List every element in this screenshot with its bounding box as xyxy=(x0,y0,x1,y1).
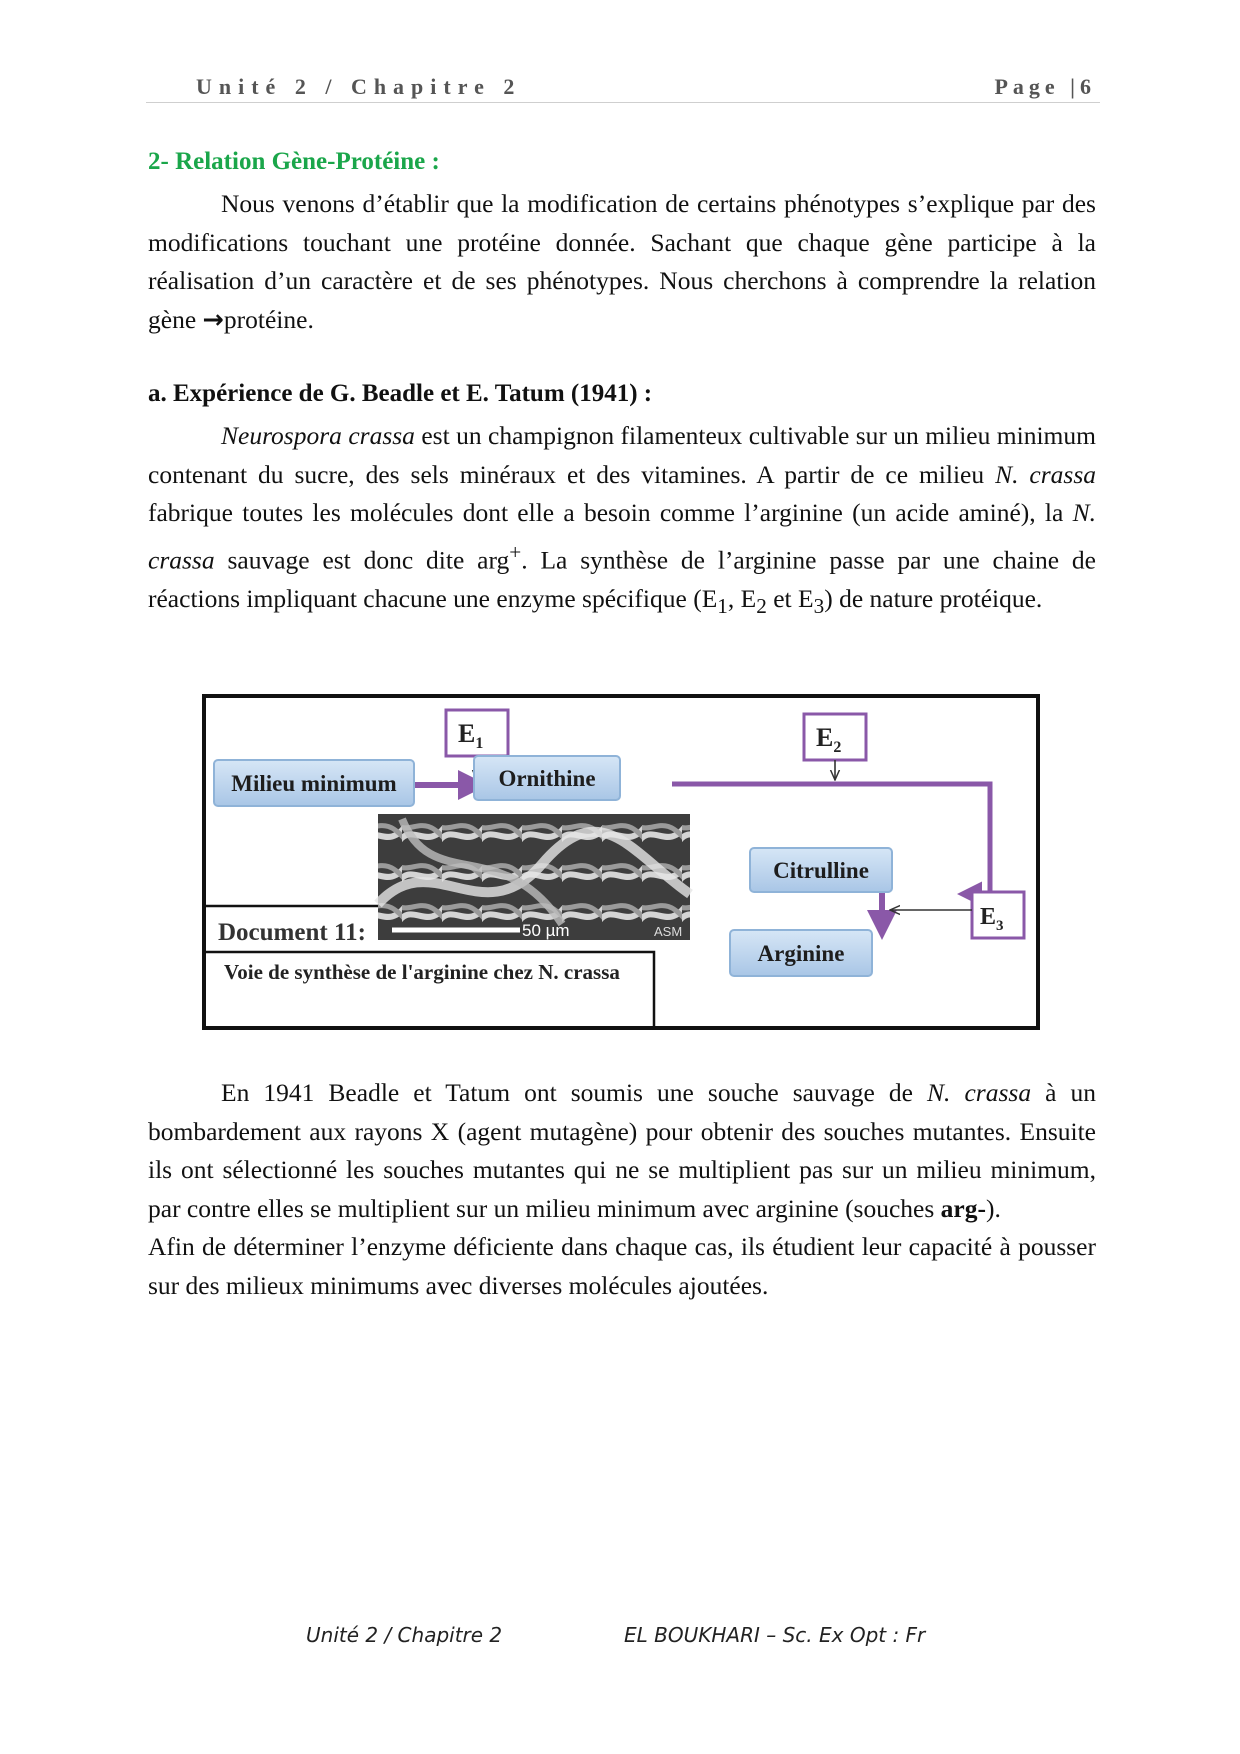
ornithine-label: Ornithine xyxy=(498,766,596,791)
intro-text: Nous venons d’établir que la modification de certains phénotypes s’explique par des modifications touchant une protéine donnée. Sachant que chaque gène participe à la réalisation d’un caractère et de ses phénotypes. Nous cherchons à comprendre la relation gène xyxy=(148,189,1096,334)
footer-right: EL BOUKHARI – Sc. Ex Opt : Fr xyxy=(624,1623,926,1647)
p1-text-a: est un champignon filamenteux cultivable sur un milieu minimum contenant du sucre, des sels minéraux et des vitamines. A partir de ce milieu xyxy=(148,421,1096,489)
credit-label: ASM xyxy=(654,924,683,939)
p1-text-f: et E xyxy=(766,583,814,613)
species-short-1: N. crassa xyxy=(995,459,1096,489)
subsection-title: a. Expérience de G. Beadle et E. Tatum (1941) : xyxy=(148,380,653,407)
enzyme-e1-label: $E_1$ xyxy=(458,719,484,752)
species-name: Neurospora crassa xyxy=(221,421,415,450)
p1-text-g: ) de nature protéique. xyxy=(824,583,1043,613)
p2-text-b: à un bombardement aux rayons X (agent mutagène) pour obtenir des souches mutantes. Ensuite ils ont sélectionné les souches mutantes qui ne se multiplient pas sur un milieu minimum, par contre elles se multiplient sur un milieu minimum avec arginine (souches xyxy=(148,1078,1096,1223)
header-chapter: Unité 2 / Chapitre 2 xyxy=(196,74,522,99)
p2-arg-minus: arg- xyxy=(940,1193,986,1223)
page-header xyxy=(146,70,1100,103)
document-11-figure xyxy=(202,694,1040,1030)
milieu-minimum-label: Milieu minimum xyxy=(231,771,397,796)
p2-species: N. crassa xyxy=(927,1078,1032,1107)
intro-paragraph xyxy=(148,185,1096,339)
p1-sub1: 1 xyxy=(717,593,728,618)
arrow-symbol: → xyxy=(202,304,224,335)
enzyme-paragraph: Afin de déterminer l’enzyme déficiente dans chaque cas, ils étudient leur capacité à pousser sur des milieux minimums avec diverses molécules ajoutées. xyxy=(148,1232,1096,1300)
p1-text-d: . La synthèse de l’arginine passe par une chaine de réactions impliquant chacune une enzyme spécifique (E xyxy=(148,545,1096,613)
document-caption: Voie de synthèse de l'arginine chez N. crassa xyxy=(224,960,620,984)
mutation-paragraph xyxy=(148,1074,1096,1305)
p1-sub2: 2 xyxy=(756,593,767,618)
document-title: Document 11: xyxy=(218,919,366,946)
citrulline-label: Citrulline xyxy=(773,858,869,883)
p2-text-c: ). xyxy=(985,1193,1001,1223)
p2-text-a: En 1941 Beadle et Tatum ont soumis une souche sauvage de xyxy=(221,1078,928,1107)
footer-left: Unité 2 / Chapitre 2 xyxy=(306,1623,503,1647)
p1-text-c: sauvage est donc dite arg xyxy=(214,545,510,574)
p1-text-e: , E xyxy=(727,583,757,613)
scale-label: 50 µm xyxy=(522,921,570,940)
arginine-pathway-diagram xyxy=(202,694,1040,1030)
enzyme-e3-label: $E_3$ xyxy=(980,904,1004,934)
section-title: 2- Relation Gène-Protéine : xyxy=(148,148,440,175)
p1-sup: + xyxy=(509,539,522,564)
enzyme-e2-label: $E_2$ xyxy=(816,723,842,756)
header-page-number: Page |6 xyxy=(994,74,1096,99)
intro-end: protéine. xyxy=(223,304,314,334)
arginine-label: Arginine xyxy=(757,941,845,966)
species-short-2: N. crassa xyxy=(148,498,1096,574)
p1-text-b: fabrique toutes les molécules dont elle a besoin comme l’arginine (un acide aminé), la xyxy=(148,498,1073,527)
p1-sub3: 3 xyxy=(813,593,825,618)
experiment-paragraph xyxy=(148,417,1096,625)
